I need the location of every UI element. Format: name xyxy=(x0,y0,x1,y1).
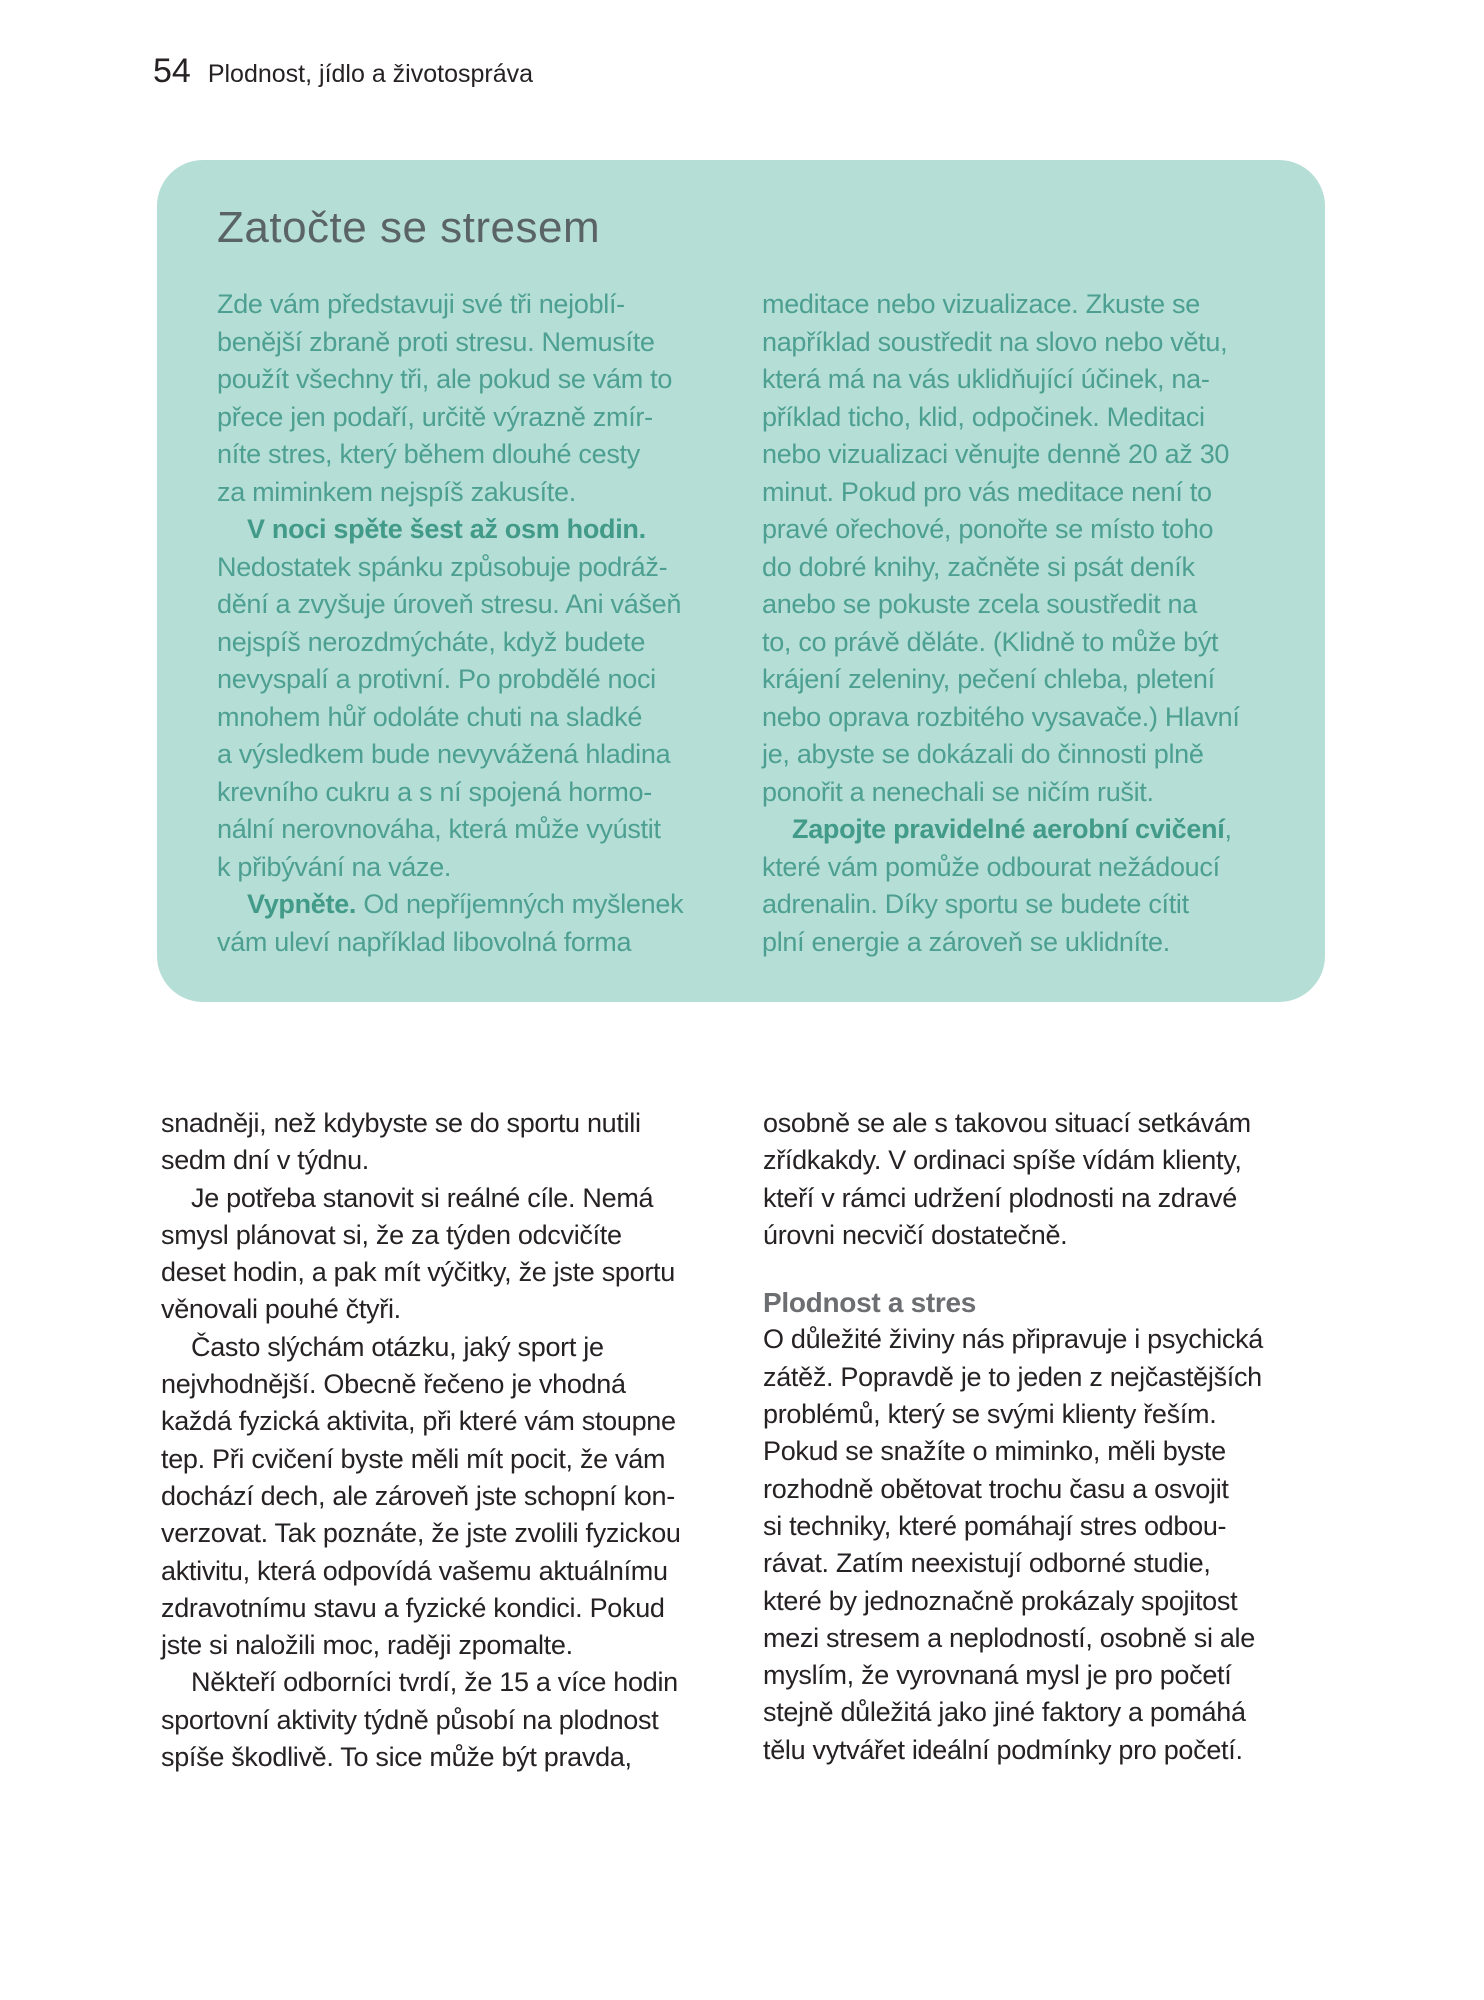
text-line xyxy=(217,324,715,362)
text-run: plní energie a zároveň se uklidníte. xyxy=(762,926,1170,957)
text-run: rávat. Zatím neexistují odborné studie, xyxy=(763,1548,1211,1579)
text-line xyxy=(161,1702,717,1739)
text-line xyxy=(217,849,715,887)
text-run: smysl plánovat si, že za týden odcvičíte xyxy=(161,1219,622,1250)
text-run: příklad ticho, klid, odpočinek. Meditaci xyxy=(762,401,1205,432)
text-run: Pokud se snažíte o miminko, měli byste xyxy=(763,1436,1226,1467)
text-run: anebo se pokuste zcela soustředit na xyxy=(762,589,1197,619)
text-run: nebo oprava rozbitého vysavače.) Hlavní xyxy=(762,701,1240,732)
text-line xyxy=(762,436,1285,474)
text-run: Často slýchám otázku, jaký sport je xyxy=(191,1331,604,1362)
text-run: snadněji, než kdybyste se do sportu nutili xyxy=(161,1108,641,1138)
text-line xyxy=(217,699,715,737)
text-run: úrovni necvičí dostatečně. xyxy=(763,1219,1068,1250)
text-run: zdravotnímu stavu a fyzické kondici. Pokud xyxy=(161,1592,665,1623)
text-run: přece jen podaří, určitě výrazně zmír- xyxy=(217,401,653,432)
text-run: si techniky, které pomáhají stres odbou- xyxy=(763,1510,1227,1541)
text-run: které by jednoznačně prokázaly spojitost xyxy=(763,1585,1238,1616)
text-run: dochází dech, ale zároveň jste schopní kon- xyxy=(161,1480,675,1511)
bold-text-run: V noci spěte šest až osm hodin. xyxy=(247,514,646,544)
text-line xyxy=(762,624,1285,662)
text-line xyxy=(161,1627,717,1664)
stress-tips-box xyxy=(157,160,1325,1002)
text-line xyxy=(161,1366,717,1403)
text-line xyxy=(161,1441,717,1478)
box-column-left xyxy=(217,286,715,961)
text-line xyxy=(762,774,1285,812)
text-line xyxy=(161,1329,717,1366)
page-header xyxy=(153,52,533,91)
text-run: za miminkem nejspíš zakusíte. xyxy=(217,476,576,507)
text-line xyxy=(762,511,1285,549)
text-line xyxy=(217,436,715,474)
text-run: pravé ořechové, ponořte se místo toho xyxy=(762,514,1214,544)
text-line xyxy=(161,1403,717,1440)
text-line xyxy=(762,399,1285,437)
text-line xyxy=(763,1142,1290,1179)
text-run: problémů, který se svými klienty řeším. xyxy=(763,1399,1217,1430)
text-run: adrenalin. Díky sportu se budete cítit xyxy=(762,889,1189,919)
text-line xyxy=(762,924,1285,962)
text-line xyxy=(763,1583,1290,1620)
text-run: aktivitu, která odpovídá vašemu aktuálnímu xyxy=(161,1555,668,1586)
text-line xyxy=(763,1105,1290,1142)
text-line xyxy=(763,1620,1290,1657)
text-line xyxy=(161,1254,717,1291)
text-run: , xyxy=(1224,814,1232,844)
body-column-left xyxy=(161,1105,717,1776)
text-line xyxy=(161,1142,717,1179)
text-run: a výsledkem bude nevyvážená hladina xyxy=(217,739,671,769)
text-line xyxy=(161,1180,717,1217)
text-line xyxy=(763,1471,1290,1508)
text-line xyxy=(217,811,715,849)
text-line xyxy=(762,811,1285,849)
text-line xyxy=(217,549,715,587)
text-line xyxy=(217,924,715,962)
text-line xyxy=(217,586,715,624)
text-run: Plodnost a stres xyxy=(763,1287,977,1319)
text-line xyxy=(161,1739,717,1776)
text-run: krájení zeleniny, pečení chleba, pletení xyxy=(762,664,1215,694)
text-run: to, co právě děláte. (Klidně to může být xyxy=(762,626,1219,657)
text-run: jste si naložili moc, raději zpomalte. xyxy=(161,1630,573,1661)
text-line xyxy=(161,1553,717,1590)
text-line xyxy=(763,1359,1290,1396)
text-run: k přibývání na váze. xyxy=(217,851,452,882)
chapter-title: Plodnost, jídlo a životospráva xyxy=(207,60,534,88)
text-run: rozhodně obětovat trochu času a osvojit xyxy=(763,1473,1229,1504)
text-line xyxy=(217,624,715,662)
text-line xyxy=(217,661,715,699)
text-line xyxy=(762,661,1285,699)
text-run: nální nerovnováha, která může vyústit xyxy=(217,814,661,844)
text-run: nebo vizualizaci věnujte denně 20 až 30 xyxy=(762,439,1230,469)
text-run: které vám pomůže odbourat nežádoucí xyxy=(762,851,1220,882)
page-number: 54 xyxy=(153,52,191,90)
text-line xyxy=(217,774,715,812)
text-run: mnohem hůř odoláte chuti na sladké xyxy=(217,701,643,732)
text-run: Někteří odborníci tvrdí, že 15 a více hodin xyxy=(191,1667,678,1698)
text-line xyxy=(217,736,715,774)
text-line xyxy=(762,586,1285,624)
text-run: verzovat. Tak poznáte, že jste zvolili fyzickou xyxy=(161,1518,681,1549)
text-run: sedm dní v týdnu. xyxy=(161,1145,370,1176)
text-run: stejně důležitá jako jiné faktory a pomáhá xyxy=(763,1697,1246,1728)
text-run: vám uleví například libovolná forma xyxy=(217,926,632,957)
text-run: zřídkakdy. V ordinaci spíše vídám klienty, xyxy=(763,1145,1242,1176)
text-run: Od nepříjemných myšlenek xyxy=(356,889,684,919)
text-run: Zde vám představuji své tři nejoblí- xyxy=(217,289,625,319)
text-run: která má na vás uklidňující účinek, na- xyxy=(762,364,1210,394)
text-run: je, abyste se dokázali do činnosti plně xyxy=(762,739,1204,769)
text-line xyxy=(217,886,715,924)
text-line xyxy=(763,1321,1290,1358)
text-run: mezi stresem a neplodností, osobně si ale xyxy=(763,1622,1255,1653)
text-run: nejvhodnější. Obecně řečeno je vhodná xyxy=(161,1369,626,1400)
text-run: deset hodin, a pak mít výčitky, že jste sportu xyxy=(161,1257,675,1288)
text-line xyxy=(217,361,715,399)
text-line xyxy=(217,399,715,437)
body-column-right xyxy=(763,1105,1290,1776)
text-run: dění a zvyšuje úroveň stresu. Ani vášeň xyxy=(217,589,682,619)
text-run: Je potřeba stanovit si reálné cíle. Nemá xyxy=(191,1182,654,1213)
box-columns xyxy=(217,286,1285,961)
text-line xyxy=(763,1694,1290,1731)
text-run: myslím, že vyrovnaná mysl je pro početí xyxy=(763,1660,1232,1691)
text-run: věnovali pouhé čtyři. xyxy=(161,1294,401,1325)
text-line xyxy=(762,699,1285,737)
text-line xyxy=(217,511,715,549)
text-line xyxy=(161,1478,717,1515)
text-run: níte stres, který během dlouhé cesty xyxy=(217,439,640,469)
bold-text-run: Zapojte pravidelné aerobní cvičení xyxy=(792,814,1225,844)
text-line xyxy=(763,1433,1290,1470)
text-line xyxy=(762,361,1285,399)
text-run: krevního cukru a s ní spojená hormo- xyxy=(217,776,652,807)
text-run: sportovní aktivity týdně působí na plodnost xyxy=(161,1704,659,1735)
text-run: meditace nebo vizualizace. Zkuste se xyxy=(762,289,1200,319)
text-line xyxy=(763,1732,1290,1769)
text-run: spíše škodlivě. To sice může být pravda, xyxy=(161,1742,632,1773)
text-line xyxy=(762,286,1285,324)
bold-text-run: Vypněte. xyxy=(247,889,357,919)
text-run: zátěž. Popravdě je to jeden z nejčastějších xyxy=(763,1361,1262,1392)
text-line xyxy=(161,1515,717,1552)
text-line xyxy=(217,286,715,324)
text-line xyxy=(762,324,1285,362)
text-line xyxy=(161,1217,717,1254)
text-line xyxy=(217,474,715,512)
text-run: kteří v rámci udržení plodnosti na zdravé xyxy=(763,1182,1237,1213)
section-heading xyxy=(763,1284,1290,1321)
text-run: tělu vytvářet ideální podmínky pro početí. xyxy=(763,1734,1243,1765)
text-line xyxy=(762,474,1285,512)
text-run: Nedostatek spánku způsobuje podráž- xyxy=(217,551,668,582)
text-line xyxy=(161,1105,717,1142)
text-run: nevyspalí a protivní. Po probdělé noci xyxy=(217,664,656,694)
box-column-right xyxy=(762,286,1285,961)
body-text xyxy=(161,1105,1290,1776)
text-line xyxy=(161,1291,717,1328)
text-run: minut. Pokud pro vás meditace není to xyxy=(762,476,1212,507)
text-line xyxy=(763,1508,1290,1545)
text-run: osobně se ale s takovou situací setkávám xyxy=(763,1108,1251,1138)
text-run: tep. Při cvičení byste měli mít pocit, že vám xyxy=(161,1443,666,1474)
text-line xyxy=(161,1590,717,1627)
box-title: Zatočte se stresem xyxy=(217,203,601,252)
text-run: nejspíš nerozdmýcháte, když budete xyxy=(217,626,646,657)
text-line xyxy=(762,886,1285,924)
text-line xyxy=(762,849,1285,887)
text-run: každá fyzická aktivita, při které vám stoupne xyxy=(161,1406,676,1437)
text-line xyxy=(763,1396,1290,1433)
text-line xyxy=(762,549,1285,587)
text-run: O důležité živiny nás připravuje i psychická xyxy=(763,1324,1264,1355)
text-line xyxy=(763,1657,1290,1694)
text-run: použít všechny tři, ale pokud se vám to xyxy=(217,364,673,394)
text-line xyxy=(762,736,1285,774)
text-run: například soustředit na slovo nebo větu, xyxy=(762,326,1228,357)
text-run: ponořit a nenechali se ničím rušit. xyxy=(762,776,1154,807)
text-line xyxy=(161,1664,717,1701)
text-run: benější zbraně proti stresu. Nemusíte xyxy=(217,326,655,357)
text-line xyxy=(763,1545,1290,1582)
text-line xyxy=(763,1180,1290,1217)
text-line xyxy=(763,1217,1290,1254)
text-run: do dobré knihy, začněte si psát deník xyxy=(762,551,1195,582)
